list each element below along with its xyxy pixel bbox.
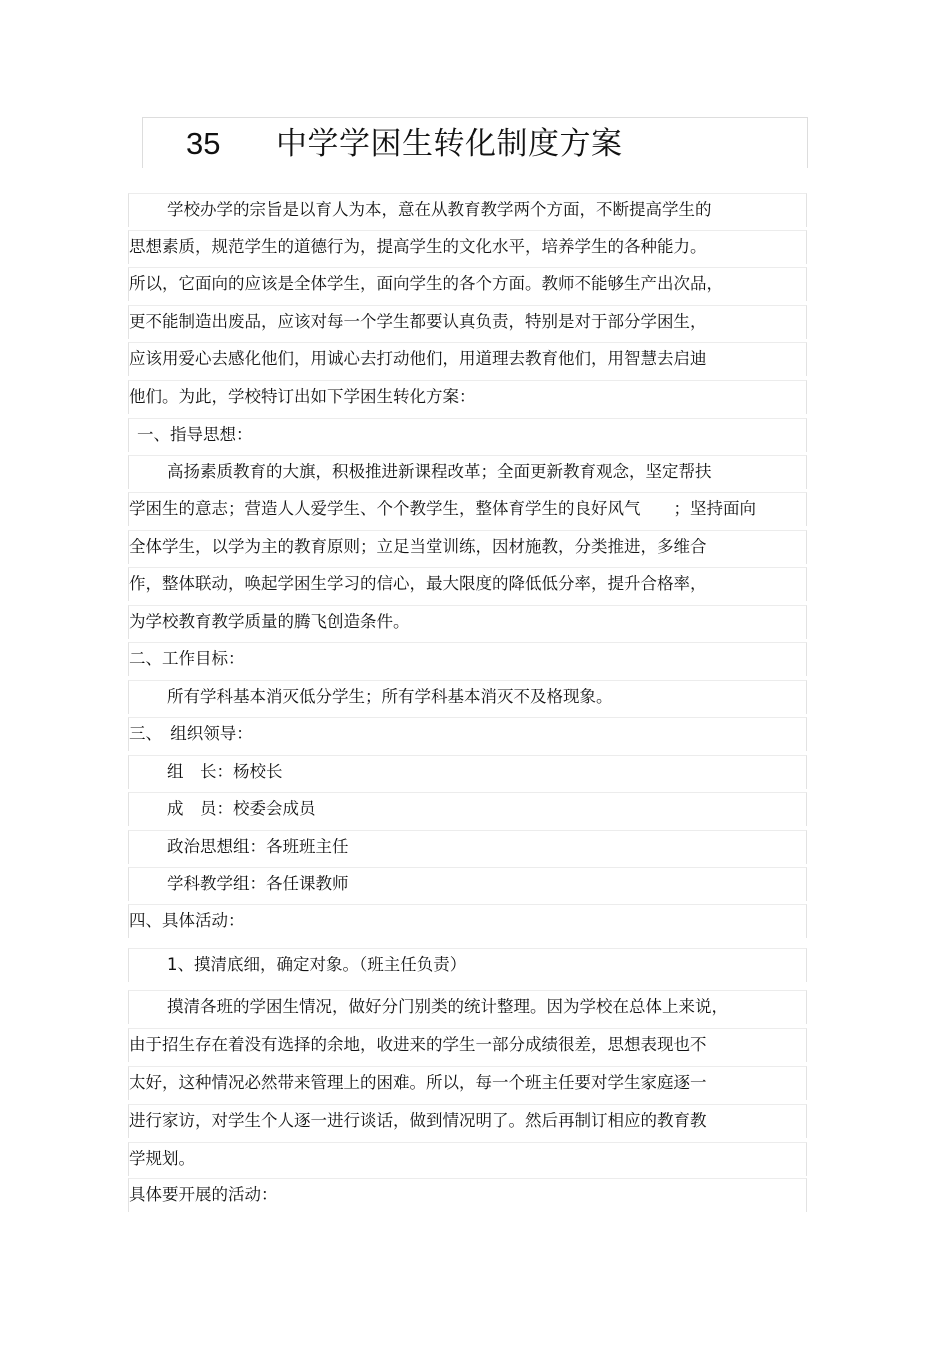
text-line-content: 思想素质，规范学生的道德行为，提高学生的文化水平，培养学生的各种能力。 bbox=[129, 237, 707, 256]
text-line-content: 政治思想组：各班班主任 bbox=[167, 837, 349, 856]
text-line-content: 三、 组织领导： bbox=[129, 724, 253, 743]
text-line-content: 组 长：杨校长 bbox=[167, 762, 283, 781]
text-line-content: 更不能制造出废品，应该对每一个学生都要认真负责，特别是对于部分学困生， bbox=[129, 312, 707, 331]
text-line bbox=[128, 642, 807, 676]
text-line-content: 进行家访，对学生个人逐一进行谈话，做到情况明了。然后再制订相应的教育教 bbox=[129, 1111, 707, 1130]
text-line bbox=[128, 193, 807, 227]
text-line-content: 学校办学的宗旨是以育人为本，意在从教育教学两个方面，不断提高学生的 bbox=[167, 200, 712, 219]
text-line bbox=[128, 830, 807, 864]
text-line bbox=[128, 492, 807, 526]
document-title: 中学学困生转化制度方案 bbox=[276, 126, 623, 162]
text-line-content: 所以，它面向的应该是全体学生，面向学生的各个方面。教师不能够生产出次品， bbox=[129, 274, 723, 293]
text-line bbox=[128, 1104, 807, 1138]
text-line bbox=[128, 1066, 807, 1100]
text-line bbox=[128, 948, 807, 982]
text-line bbox=[128, 530, 807, 564]
text-line bbox=[128, 792, 807, 826]
text-line-content: 1、摸清底细，确定对象。（班主任负责） bbox=[167, 955, 467, 974]
text-line bbox=[128, 305, 807, 339]
text-line-content: 应该用爱心去感化他们，用诚心去打动他们，用道理去教育他们，用智慧去启迪 bbox=[129, 349, 707, 368]
text-line-content: 由于招生存在着没有选择的余地，收进来的学生一部分成绩很差，思想表现也不 bbox=[129, 1035, 707, 1054]
text-line-content: 他们。为此，学校特订出如下学困生转化方案： bbox=[129, 387, 476, 406]
text-line-content: 摸清各班的学困生情况，做好分门别类的统计整理。因为学校在总体上来说， bbox=[167, 997, 728, 1016]
text-line-content: 四、具体活动： bbox=[129, 911, 245, 930]
text-line-content: 学科教学组：各任课教师 bbox=[167, 874, 349, 893]
text-line bbox=[128, 1178, 807, 1212]
title-number: 35 bbox=[186, 126, 221, 161]
text-line bbox=[128, 380, 807, 414]
text-line-content: 具体要开展的活动： bbox=[129, 1185, 278, 1204]
text-line-content: 二、工作目标： bbox=[129, 649, 245, 668]
text-line bbox=[128, 755, 807, 789]
text-line bbox=[128, 904, 807, 938]
text-line bbox=[128, 680, 807, 714]
text-line-content: 全体学生，以学为主的教育原则；立足当堂训练，因材施教，分类推进，多维合 bbox=[129, 537, 707, 556]
text-line-content: 高扬素质教育的大旗，积极推进新课程改革；全面更新教育观念，坚定帮扶 bbox=[167, 462, 712, 481]
text-line-content: 一、指导思想： bbox=[137, 425, 253, 444]
text-line bbox=[128, 342, 807, 376]
text-line bbox=[128, 1028, 807, 1062]
text-line bbox=[128, 990, 807, 1024]
text-line-content: 作，整体联动，唤起学困生学习的信心，最大限度的降低低分率，提升合格率， bbox=[129, 574, 707, 593]
text-line bbox=[128, 867, 807, 901]
text-line bbox=[128, 230, 807, 264]
text-line bbox=[128, 605, 807, 639]
text-line-content: 学困生的意志；营造人人爱学生、个个教学生，整体育学生的良好风气 ；坚持面向 bbox=[129, 499, 756, 518]
text-line-content: 学规划。 bbox=[129, 1149, 195, 1168]
text-line bbox=[128, 455, 807, 489]
text-line-content: 所有学科基本消灭低分学生；所有学科基本消灭不及格现象。 bbox=[167, 687, 613, 706]
text-line bbox=[128, 567, 807, 601]
text-line-content: 太好，这种情况必然带来管理上的困难。所以，每一个班主任要对学生家庭逐一 bbox=[129, 1073, 707, 1092]
text-line bbox=[128, 717, 807, 751]
text-line bbox=[128, 1142, 807, 1176]
text-line bbox=[128, 267, 807, 301]
text-line bbox=[128, 418, 807, 452]
text-line-content: 为学校教育教学质量的腾飞创造条件。 bbox=[129, 612, 410, 631]
text-line-content: 成 员：校委会成员 bbox=[167, 799, 316, 818]
